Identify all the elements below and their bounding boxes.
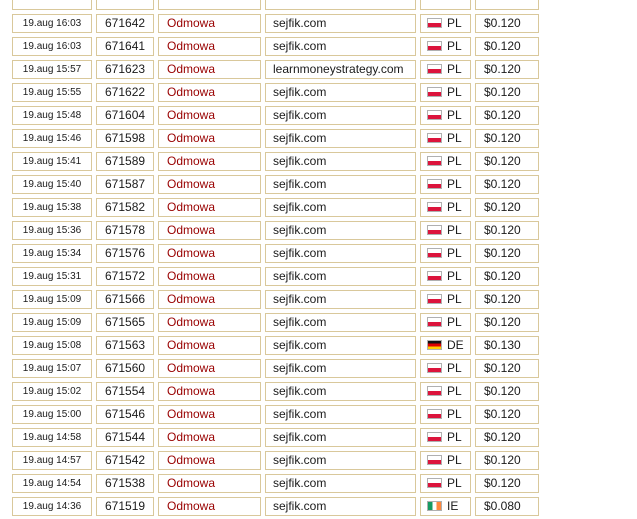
date-cell: 19.aug 15:07 xyxy=(12,359,92,378)
table-row xyxy=(0,151,637,174)
country-code: PL xyxy=(447,39,462,53)
table-row xyxy=(0,220,637,243)
date-cell xyxy=(12,0,92,10)
id-cell: 671565 xyxy=(96,313,154,332)
amount-cell: $0.120 xyxy=(475,405,539,424)
country-cell xyxy=(420,106,471,125)
date-cell: 19.aug 15:48 xyxy=(12,106,92,125)
amount-cell: $0.120 xyxy=(475,267,539,286)
country-cell xyxy=(420,382,471,401)
site-cell: sejfik.com xyxy=(265,359,416,378)
date-cell: 19.aug 16:03 xyxy=(12,37,92,56)
PL-flag-icon xyxy=(427,455,442,465)
table-row xyxy=(0,128,637,151)
id-cell: 671642 xyxy=(96,14,154,33)
date-cell: 19.aug 15:46 xyxy=(12,129,92,148)
id-cell: 671538 xyxy=(96,474,154,493)
status-cell: Odmowa xyxy=(158,106,261,125)
amount-cell: $0.120 xyxy=(475,106,539,125)
table-row xyxy=(0,266,637,289)
PL-flag-icon xyxy=(427,87,442,97)
PL-flag-icon xyxy=(427,363,442,373)
country-cell xyxy=(420,0,471,10)
DE-flag-icon xyxy=(427,340,442,350)
country-cell xyxy=(420,359,471,378)
site-cell xyxy=(265,0,416,10)
id-cell xyxy=(96,0,154,10)
table-row xyxy=(0,82,637,105)
id-cell: 671589 xyxy=(96,152,154,171)
id-cell: 671641 xyxy=(96,37,154,56)
country-cell xyxy=(420,129,471,148)
country-code: PL xyxy=(447,62,462,76)
table-row-cropped xyxy=(0,0,637,13)
site-cell: sejfik.com xyxy=(265,175,416,194)
country-cell xyxy=(420,37,471,56)
PL-flag-icon xyxy=(427,41,442,51)
id-cell: 671582 xyxy=(96,198,154,217)
status-cell: Odmowa xyxy=(158,359,261,378)
PL-flag-icon xyxy=(427,225,442,235)
status-cell: Odmowa xyxy=(158,175,261,194)
country-cell xyxy=(420,14,471,33)
status-cell: Odmowa xyxy=(158,290,261,309)
site-cell: sejfik.com xyxy=(265,267,416,286)
site-cell: sejfik.com xyxy=(265,129,416,148)
PL-flag-icon xyxy=(427,18,442,28)
table-row xyxy=(0,174,637,197)
country-cell xyxy=(420,474,471,493)
amount-cell: $0.120 xyxy=(475,37,539,56)
date-cell: 19.aug 14:54 xyxy=(12,474,92,493)
PL-flag-icon xyxy=(427,271,442,281)
country-cell xyxy=(420,405,471,424)
date-cell: 19.aug 15:41 xyxy=(12,152,92,171)
country-code: PL xyxy=(447,85,462,99)
table-row xyxy=(0,289,637,312)
amount-cell: $0.120 xyxy=(475,290,539,309)
date-cell: 19.aug 15:08 xyxy=(12,336,92,355)
country-code: PL xyxy=(447,177,462,191)
site-cell: sejfik.com xyxy=(265,106,416,125)
id-cell: 671563 xyxy=(96,336,154,355)
table-row xyxy=(0,36,637,59)
country-cell xyxy=(420,451,471,470)
status-cell: Odmowa xyxy=(158,267,261,286)
id-cell: 671578 xyxy=(96,221,154,240)
country-code: PL xyxy=(447,453,462,467)
site-cell: sejfik.com xyxy=(265,474,416,493)
PL-flag-icon xyxy=(427,386,442,396)
date-cell: 19.aug 14:57 xyxy=(12,451,92,470)
amount-cell: $0.120 xyxy=(475,221,539,240)
status-cell: Odmowa xyxy=(158,428,261,447)
country-cell xyxy=(420,244,471,263)
site-cell: sejfik.com xyxy=(265,336,416,355)
table-row xyxy=(0,427,637,450)
country-cell xyxy=(420,152,471,171)
site-cell: sejfik.com xyxy=(265,14,416,33)
country-code: PL xyxy=(447,154,462,168)
status-cell: Odmowa xyxy=(158,198,261,217)
status-cell: Odmowa xyxy=(158,313,261,332)
amount-cell: $0.120 xyxy=(475,313,539,332)
date-cell: 19.aug 14:36 xyxy=(12,497,92,516)
country-code: PL xyxy=(447,108,462,122)
PL-flag-icon xyxy=(427,294,442,304)
site-cell: sejfik.com xyxy=(265,37,416,56)
country-code: PL xyxy=(447,315,462,329)
id-cell: 671587 xyxy=(96,175,154,194)
PL-flag-icon xyxy=(427,409,442,419)
id-cell: 671544 xyxy=(96,428,154,447)
amount-cell: $0.120 xyxy=(475,359,539,378)
id-cell: 671623 xyxy=(96,60,154,79)
status-cell xyxy=(158,0,261,10)
country-cell xyxy=(420,83,471,102)
country-code: PL xyxy=(447,269,462,283)
table-row xyxy=(0,243,637,266)
country-code: PL xyxy=(447,16,462,30)
date-cell: 19.aug 15:00 xyxy=(12,405,92,424)
id-cell: 671598 xyxy=(96,129,154,148)
table-row xyxy=(0,381,637,404)
site-cell: sejfik.com xyxy=(265,290,416,309)
country-code: PL xyxy=(447,292,462,306)
status-cell: Odmowa xyxy=(158,336,261,355)
site-cell: sejfik.com xyxy=(265,83,416,102)
amount-cell: $0.120 xyxy=(475,14,539,33)
status-cell: Odmowa xyxy=(158,244,261,263)
site-cell: sejfik.com xyxy=(265,451,416,470)
country-code: PL xyxy=(447,200,462,214)
date-cell: 19.aug 15:38 xyxy=(12,198,92,217)
status-cell: Odmowa xyxy=(158,221,261,240)
country-cell xyxy=(420,221,471,240)
status-cell: Odmowa xyxy=(158,382,261,401)
table-row xyxy=(0,335,637,358)
amount-cell: $0.120 xyxy=(475,129,539,148)
id-cell: 671546 xyxy=(96,405,154,424)
id-cell: 671572 xyxy=(96,267,154,286)
status-cell: Odmowa xyxy=(158,474,261,493)
status-cell: Odmowa xyxy=(158,497,261,516)
site-cell: learnmoneystrategy.com xyxy=(265,60,416,79)
table-row xyxy=(0,197,637,220)
country-code: PL xyxy=(447,361,462,375)
amount-cell: $0.120 xyxy=(475,83,539,102)
country-code: PL xyxy=(447,407,462,421)
id-cell: 671560 xyxy=(96,359,154,378)
site-cell: sejfik.com xyxy=(265,382,416,401)
amount-cell: $0.120 xyxy=(475,152,539,171)
table-row xyxy=(0,13,637,36)
date-cell: 19.aug 15:09 xyxy=(12,290,92,309)
country-cell xyxy=(420,198,471,217)
PL-flag-icon xyxy=(427,478,442,488)
country-code: IE xyxy=(447,499,459,513)
amount-cell: $0.120 xyxy=(475,175,539,194)
amount-cell: $0.120 xyxy=(475,60,539,79)
country-cell xyxy=(420,60,471,79)
country-cell xyxy=(420,175,471,194)
id-cell: 671519 xyxy=(96,497,154,516)
id-cell: 671542 xyxy=(96,451,154,470)
PL-flag-icon xyxy=(427,202,442,212)
date-cell: 19.aug 16:03 xyxy=(12,14,92,33)
country-code: DE xyxy=(447,338,464,352)
status-cell: Odmowa xyxy=(158,60,261,79)
PL-flag-icon xyxy=(427,64,442,74)
date-cell: 19.aug 15:55 xyxy=(12,83,92,102)
table-row xyxy=(0,450,637,473)
status-cell: Odmowa xyxy=(158,451,261,470)
PL-flag-icon xyxy=(427,156,442,166)
table-row xyxy=(0,496,637,519)
id-cell: 671566 xyxy=(96,290,154,309)
amount-cell xyxy=(475,0,539,10)
amount-cell: $0.120 xyxy=(475,474,539,493)
PL-flag-icon xyxy=(427,110,442,120)
amount-cell: $0.120 xyxy=(475,198,539,217)
status-cell: Odmowa xyxy=(158,14,261,33)
country-cell xyxy=(420,313,471,332)
status-cell: Odmowa xyxy=(158,405,261,424)
date-cell: 19.aug 15:02 xyxy=(12,382,92,401)
status-cell: Odmowa xyxy=(158,83,261,102)
amount-cell: $0.120 xyxy=(475,451,539,470)
date-cell: 19.aug 15:57 xyxy=(12,60,92,79)
country-code: PL xyxy=(447,246,462,260)
date-cell: 19.aug 15:36 xyxy=(12,221,92,240)
country-code: PL xyxy=(447,476,462,490)
country-cell xyxy=(420,428,471,447)
id-cell: 671622 xyxy=(96,83,154,102)
table-row xyxy=(0,105,637,128)
site-cell: sejfik.com xyxy=(265,221,416,240)
status-cell: Odmowa xyxy=(158,129,261,148)
country-code: PL xyxy=(447,430,462,444)
id-cell: 671554 xyxy=(96,382,154,401)
site-cell: sejfik.com xyxy=(265,244,416,263)
date-cell: 19.aug 15:34 xyxy=(12,244,92,263)
site-cell: sejfik.com xyxy=(265,198,416,217)
country-code: PL xyxy=(447,223,462,237)
table-row xyxy=(0,358,637,381)
site-cell: sejfik.com xyxy=(265,405,416,424)
date-cell: 19.aug 15:31 xyxy=(12,267,92,286)
id-cell: 671604 xyxy=(96,106,154,125)
country-cell xyxy=(420,267,471,286)
amount-cell: $0.130 xyxy=(475,336,539,355)
amount-cell: $0.120 xyxy=(475,244,539,263)
status-cell: Odmowa xyxy=(158,152,261,171)
country-cell xyxy=(420,336,471,355)
country-code: PL xyxy=(447,384,462,398)
PL-flag-icon xyxy=(427,432,442,442)
site-cell: sejfik.com xyxy=(265,152,416,171)
PL-flag-icon xyxy=(427,317,442,327)
site-cell: sejfik.com xyxy=(265,497,416,516)
table-row xyxy=(0,473,637,496)
PL-flag-icon xyxy=(427,179,442,189)
PL-flag-icon xyxy=(427,133,442,143)
table-row xyxy=(0,404,637,427)
id-cell: 671576 xyxy=(96,244,154,263)
PL-flag-icon xyxy=(427,248,442,258)
site-cell: sejfik.com xyxy=(265,428,416,447)
table-row xyxy=(0,59,637,82)
date-cell: 19.aug 15:09 xyxy=(12,313,92,332)
country-cell xyxy=(420,290,471,309)
IE-flag-icon xyxy=(427,501,442,511)
country-code: PL xyxy=(447,131,462,145)
amount-cell: $0.080 xyxy=(475,497,539,516)
date-cell: 19.aug 15:40 xyxy=(12,175,92,194)
table-row xyxy=(0,312,637,335)
amount-cell: $0.120 xyxy=(475,428,539,447)
amount-cell: $0.120 xyxy=(475,382,539,401)
status-cell: Odmowa xyxy=(158,37,261,56)
date-cell: 19.aug 14:58 xyxy=(12,428,92,447)
site-cell: sejfik.com xyxy=(265,313,416,332)
